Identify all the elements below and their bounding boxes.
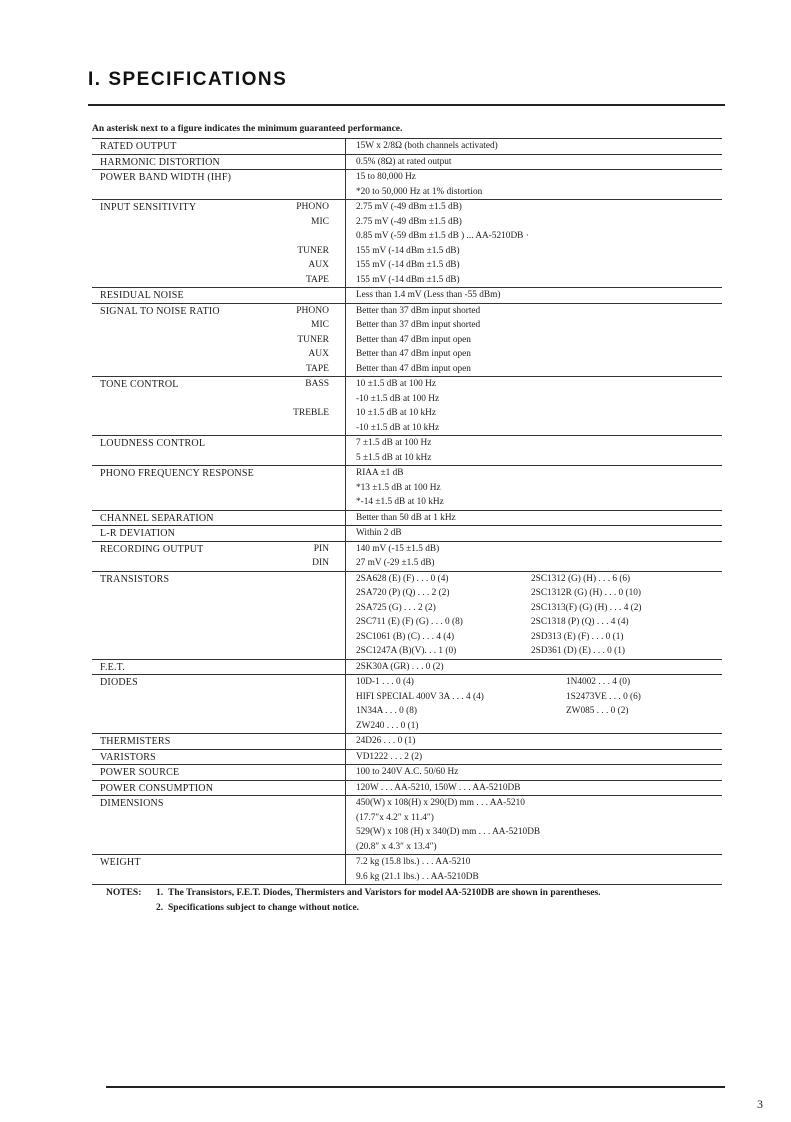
spec-value: 2.75 mV (-49 dBm ±1.5 dB): [356, 202, 462, 212]
spec-value: 2SC711 (E) (F) (G) . . . 0 (8): [356, 617, 463, 627]
spec-label: HARMONIC DISTORTION: [100, 156, 220, 168]
spec-value: -10 ±1.5 dB at 10 kHz: [356, 422, 440, 433]
spec-value: 0.5% (8Ω) at rated output: [356, 156, 452, 167]
spec-value-line: [356, 719, 722, 734]
spec-label: DIMENSIONS: [100, 798, 164, 809]
spec-value: 15 to 80,000 Hz: [356, 172, 416, 182]
spec-value: 7.2 kg (15.8 lbs.) . . . AA-5210: [356, 857, 471, 867]
spec-label: RESIDUAL NOISE: [100, 290, 184, 301]
spec-value-line: [356, 690, 722, 705]
spec-values: [293, 377, 722, 435]
spec-row: [92, 675, 722, 734]
spec-value: 1N34A . . . 0 (8): [356, 706, 417, 716]
spec-value-second-column: 2SC1312R (G) (H) . . . 0 (10): [531, 588, 642, 598]
spec-label: RECORDING OUTPUT: [100, 543, 204, 555]
spec-value-line: [356, 139, 722, 154]
spec-value: 529(W) x 108 (H) x 340(D) mm . . . AA-5210DB: [356, 827, 541, 837]
spec-row: [92, 377, 722, 436]
spec-values: [345, 526, 722, 541]
spec-value-line: [306, 362, 722, 377]
spec-label: F.E.T.: [100, 661, 125, 673]
spec-sublabel: PIN: [313, 543, 329, 554]
note-line-1: [106, 886, 601, 901]
spec-value: 2SC1247A (B)(V). . . 1 (0): [356, 646, 457, 656]
spec-values: [345, 750, 722, 765]
spec-value-line: [356, 704, 722, 719]
spec-value-second-column: 2SC1312 (G) (H) . . . 6 (6): [531, 573, 631, 584]
spec-value-line: [356, 615, 722, 630]
spec-value-line: [356, 572, 722, 587]
spec-sublabel: PHONO: [296, 305, 329, 316]
spec-row: [92, 734, 722, 750]
footer-rule: [106, 1086, 725, 1088]
spec-row: [92, 200, 722, 288]
spec-value-line: [296, 200, 722, 215]
spec-value-line: [356, 421, 722, 436]
spec-row: [92, 750, 722, 766]
spec-value-line: [356, 511, 722, 526]
spec-value: 2.75 mV (-49 dBm ±1.5 dB): [356, 216, 462, 227]
spec-value: 140 mV (-15 ±1.5 dB): [356, 543, 440, 554]
spec-label: VARISTORS: [100, 751, 156, 763]
spec-label: POWER SOURCE: [100, 767, 180, 778]
spec-sublabel: TUNER: [297, 245, 329, 256]
spec-value-second-column: ZW085 . . . 0 (2): [566, 706, 629, 716]
spec-value: RIAA ±1 dB: [356, 468, 404, 478]
spec-value: Better than 37 dBm input shorted: [356, 305, 481, 316]
spec-value-line: [356, 229, 722, 244]
note-number: 1.: [156, 888, 164, 898]
spec-value-line: [356, 288, 722, 303]
spec-value-line: [305, 377, 722, 392]
notes-heading: NOTES:: [106, 888, 142, 898]
spec-value: *20 to 50,000 Hz at 1% distortion: [356, 186, 483, 197]
spec-value: 7 ±1.5 dB at 100 Hz: [356, 438, 432, 448]
spec-label: L-R DEVIATION: [100, 528, 176, 539]
spec-value: 2SA628 (E) (F) . . . 0 (4): [356, 573, 449, 584]
spec-row: [92, 796, 722, 855]
spec-value: 0.85 mV (-59 dBm ±1.5 dB ) ... AA-5210DB ·: [356, 231, 529, 241]
specifications-table: [92, 138, 722, 885]
spec-row: [92, 436, 722, 466]
spec-value: Better than 50 dB at 1 kHz: [356, 512, 456, 523]
spec-row: [92, 466, 722, 511]
intro-text: An asterisk next to a figure indicates the minimum guaranteed performance.: [92, 124, 403, 134]
spec-value: *-14 ±1.5 dB at 10 kHz: [356, 497, 444, 507]
spec-value-line: [311, 215, 722, 230]
spec-value-line: [356, 185, 722, 200]
spec-value-line: [296, 304, 722, 319]
spec-sublabel: MIC: [311, 320, 329, 330]
spec-value-line: [356, 630, 722, 645]
spec-values: [345, 734, 722, 749]
spec-value-second-column: 1N4002 . . . 4 (0): [566, 677, 631, 687]
spec-row: [92, 138, 722, 155]
spec-value-line: [356, 526, 722, 541]
spec-values: [345, 155, 722, 170]
spec-value-second-column: 2SD313 (E) (F) . . . 0 (1): [531, 631, 624, 642]
spec-value-line: [308, 347, 722, 362]
spec-sublabel: DIN: [312, 558, 329, 568]
spec-row: [92, 155, 722, 171]
spec-row: [92, 170, 722, 200]
spec-sublabel: BASS: [305, 379, 329, 389]
spec-value: Less than 1.4 mV (Less than -55 dBm): [356, 290, 501, 300]
spec-value-line: [308, 258, 722, 273]
spec-value: 2SC1061 (B) (C) . . . 4 (4): [356, 631, 455, 642]
spec-value: Better than 47 dBm input open: [356, 363, 471, 374]
spec-value-line: [356, 734, 722, 749]
spec-row: [92, 855, 722, 885]
spec-sublabel: PHONO: [296, 202, 329, 212]
spec-value-second-column: 2SC1318 (P) (Q) . . . 4 (4): [531, 617, 629, 627]
spec-row: [92, 542, 722, 572]
spec-value-line: [356, 481, 722, 496]
spec-value: 9.6 kg (21.1 lbs.) . . AA-5210DB: [356, 871, 479, 882]
spec-value: *13 ±1.5 dB at 100 Hz: [356, 482, 441, 493]
spec-value-line: [356, 451, 722, 466]
spec-value: 10 ±1.5 dB at 10 kHz: [356, 408, 436, 418]
spec-value: Within 2 dB: [356, 528, 402, 538]
spec-row: [92, 288, 722, 304]
spec-label: SIGNAL TO NOISE RATIO: [100, 305, 220, 317]
spec-value: 10D-1 . . . 0 (4): [356, 677, 414, 687]
spec-label: RATED OUTPUT: [100, 141, 177, 152]
spec-sublabel: MIC: [311, 216, 329, 227]
spec-value-line: [293, 406, 722, 421]
spec-values: [345, 855, 722, 884]
spec-row: [92, 572, 722, 660]
spec-value-second-column: 1S2473VE . . . 0 (6): [566, 691, 641, 702]
spec-value-line: [356, 675, 722, 690]
spec-sublabel: TUNER: [297, 334, 329, 345]
spec-label: LOUDNESS CONTROL: [100, 438, 206, 449]
spec-values: [345, 660, 722, 675]
spec-row: [92, 781, 722, 797]
spec-value: 450(W) x 108(H) x 290(D) mm . . . AA-5210: [356, 798, 525, 808]
spec-sublabel: TREBLE: [293, 408, 329, 418]
spec-value: Better than 37 dBm input shorted: [356, 320, 481, 330]
spec-values: [345, 796, 722, 854]
spec-value-line: [356, 796, 722, 811]
spec-row: [92, 511, 722, 527]
spec-row: [92, 304, 722, 378]
spec-sublabel: AUX: [308, 349, 329, 359]
spec-value: 27 mV (-29 ±1.5 dB): [356, 558, 435, 568]
spec-label: POWER BAND WIDTH (IHF): [100, 172, 232, 183]
spec-values: [345, 170, 722, 199]
spec-value-second-column: 2SC1313(F) (G) (H) . . . 4 (2): [531, 602, 642, 613]
spec-values: [345, 765, 722, 780]
spec-value-line: [356, 825, 722, 840]
spec-label: INPUT SENSITIVITY: [100, 202, 197, 213]
spec-values: [345, 139, 722, 154]
spec-label: TRANSISTORS: [100, 573, 170, 585]
spec-value-line: [356, 870, 722, 885]
page-title: I. SPECIFICATIONS: [88, 69, 288, 90]
spec-value: 100 to 240V A.C. 50/60 Hz: [356, 767, 459, 777]
spec-value: -10 ±1.5 dB at 100 Hz: [356, 393, 440, 404]
spec-value-line: [313, 542, 722, 557]
spec-value-line: [356, 170, 722, 185]
spec-label: THERMISTERS: [100, 736, 171, 747]
spec-value-line: [312, 556, 722, 571]
spec-value-line: [356, 644, 722, 659]
spec-row: [92, 660, 722, 676]
spec-value: ZW240 . . . 0 (1): [356, 720, 419, 731]
spec-sublabel: TAPE: [306, 363, 329, 374]
spec-value-line: [356, 811, 722, 826]
spec-values: [345, 572, 722, 659]
spec-value-line: [356, 765, 722, 780]
spec-value-line: [356, 781, 722, 796]
spec-value: 2SA720 (P) (Q) . . . 2 (2): [356, 588, 450, 598]
spec-value-line: [356, 840, 722, 855]
spec-label: CHANNEL SEPARATION: [100, 512, 214, 524]
spec-value: 15W x 2/8Ω (both channels activated): [356, 141, 498, 151]
spec-values: [345, 436, 722, 465]
spec-value: Better than 47 dBm input open: [356, 349, 471, 359]
spec-value-line: [297, 333, 722, 348]
spec-value-line: [356, 855, 722, 870]
page-number: 3: [757, 1097, 763, 1111]
spec-value: 5 ±1.5 dB at 10 kHz: [356, 452, 432, 463]
spec-value: 155 mV (-14 dBm ±1.5 dB): [356, 245, 460, 256]
spec-sublabel: TAPE: [306, 274, 329, 285]
spec-label: PHONO FREQUENCY RESPONSE: [100, 468, 254, 479]
spec-row: [92, 526, 722, 542]
spec-value: 2SK30A (GR) . . . 0 (2): [356, 661, 444, 672]
spec-label: DIODES: [100, 677, 138, 688]
spec-value: 120W . . . AA-5210, 150W . . . AA-5210DB: [356, 782, 521, 793]
spec-values: [345, 288, 722, 303]
spec-row: [92, 765, 722, 781]
spec-value: 155 mV (-14 dBm ±1.5 dB): [356, 260, 460, 270]
spec-value-line: [356, 436, 722, 451]
note-text: The Transistors, F.E.T. Diodes, Thermisters and Varistors for model AA-5210DB are shown in parentheses.: [168, 888, 601, 898]
spec-values: [345, 675, 722, 733]
spec-value: (17.7″x 4.2″ x 11.4″): [356, 812, 434, 823]
spec-value-line: [311, 318, 722, 333]
spec-value: 10 ±1.5 dB at 100 Hz: [356, 379, 436, 389]
spec-value-line: [297, 244, 722, 259]
note-line-2: [106, 901, 601, 916]
spec-value: HIFI SPECIAL 400V 3A . . . 4 (4): [356, 691, 484, 702]
spec-values: [312, 542, 722, 571]
spec-value: Better than 47 dBm input open: [356, 334, 471, 345]
spec-value: 24D26 . . . 0 (1): [356, 736, 416, 746]
spec-values: [345, 511, 722, 526]
spec-value-line: [356, 155, 722, 170]
spec-values: [296, 200, 722, 287]
notes: [106, 886, 601, 916]
spec-value: 2SA725 (G) . . . 2 (2): [356, 602, 436, 613]
spec-value: (20.8″ x 4.3″ x 13.4″): [356, 841, 437, 852]
spec-values: [345, 781, 722, 796]
spec-values: [345, 466, 722, 510]
note-number: 2.: [156, 903, 164, 913]
spec-value-second-column: 2SD361 (D) (E) . . . 0 (1): [531, 646, 625, 656]
title-rule: [88, 104, 725, 106]
spec-value-line: [356, 466, 722, 481]
note-text: Specifications subject to change without notice.: [168, 903, 360, 913]
spec-values: [296, 304, 722, 377]
spec-value-line: [356, 660, 722, 675]
spec-label: POWER CONSUMPTION: [100, 782, 214, 794]
spec-value-line: [356, 495, 722, 510]
spec-value: 155 mV (-14 dBm ±1.5 dB): [356, 274, 460, 285]
spec-value: VD1222 . . . 2 (2): [356, 751, 423, 762]
spec-value-line: [356, 601, 722, 616]
spec-label: WEIGHT: [100, 857, 141, 868]
spec-label: TONE CONTROL: [100, 379, 179, 390]
spec-value-line: [356, 392, 722, 407]
spec-sublabel: AUX: [308, 260, 329, 270]
spec-value-line: [356, 750, 722, 765]
spec-value-line: [306, 273, 722, 288]
spec-value-line: [356, 586, 722, 601]
